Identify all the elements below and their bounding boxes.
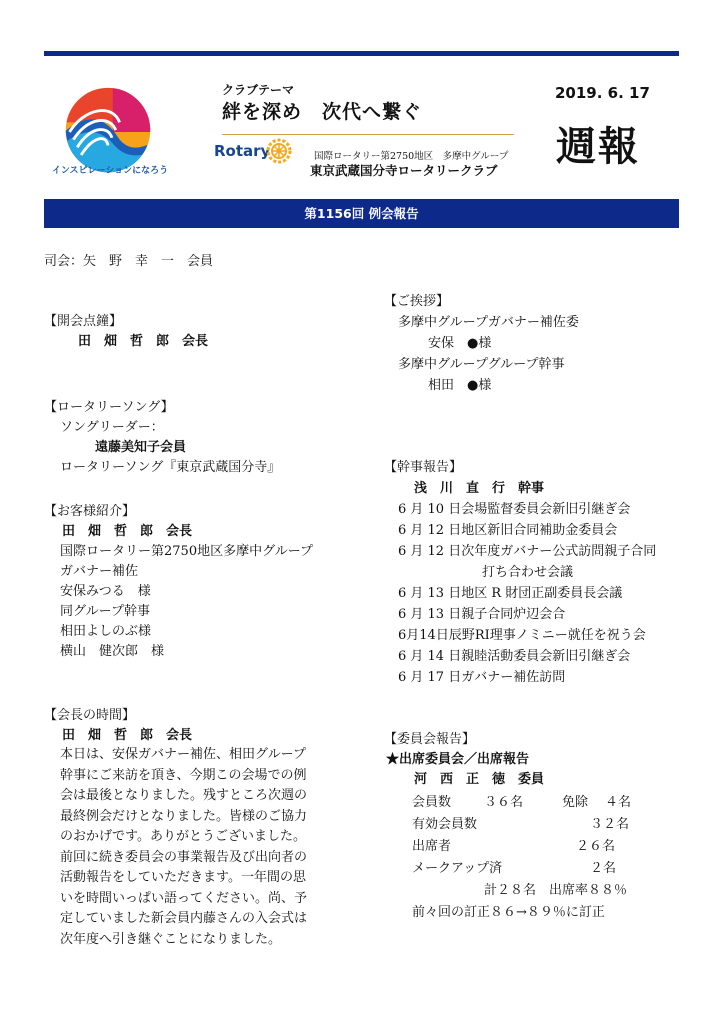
guest-line: 国際ロータリー第2750地区多摩中グループ: [60, 544, 314, 559]
greeting-heading: 【ご挨拶】: [384, 294, 450, 309]
speech-line: 次年度へ引き継ぐことになりました。: [60, 931, 282, 947]
committee-subheading: ★出席委員会／出席報告: [386, 752, 530, 767]
song-heading: 【ロータリーソング】: [44, 400, 174, 415]
guest-line: 安保みつる 様: [60, 584, 151, 599]
secretary-item: 6 月 13 日地区 R 財団正副委員長会議: [398, 586, 623, 601]
attendance-total: 計２８名 出席率８８％: [484, 883, 628, 898]
secretary-item: 6 月 12 日地区新旧合同補助金委員会: [398, 523, 618, 538]
meeting-banner: 第1156回 例会報告: [44, 199, 679, 228]
president-speech: [60, 745, 307, 950]
song-leader-label: ソングリーダー：: [60, 420, 164, 435]
guest-line: ガバナー補佐: [60, 564, 139, 579]
speech-line: のおかげです。ありがとうございました。: [60, 829, 306, 844]
guest-line: 相田よしのぶ様: [60, 624, 152, 639]
exempt-label: 免除: [562, 795, 589, 810]
attendance-correction: 前々回の訂正８６→８９％に訂正: [412, 905, 605, 920]
song-title: ロータリーソング『東京武蔵国分寺』: [60, 460, 281, 475]
attendees-label: 出席者: [412, 839, 452, 854]
mc-line: 司会：矢 野 幸 一 会員: [44, 254, 214, 269]
makeup-label: メークアップ済: [412, 861, 503, 876]
speech-line: いを時間いっぱい語ってください。尚、予: [60, 890, 308, 906]
effective-value: ３２名: [590, 817, 630, 832]
guests-presenter: 田 畑 哲 郎 会長: [62, 524, 193, 539]
secretary-heading: 【幹事報告】: [384, 460, 463, 475]
attendees-value: ２６名: [576, 839, 616, 854]
logo-caption: インスピレーションになろう: [51, 166, 169, 176]
speech-line: 前回に続き委員会の事業報告及び出向者の: [60, 849, 308, 865]
speech-line: 最終例会だけとなりました。皆様のご協力: [60, 808, 308, 824]
secretary-item: 6 月 10 日会場監督委員会新旧引継ぎ会: [398, 502, 631, 517]
guests-heading: 【お客様紹介】: [44, 504, 136, 519]
secretary-speaker: 浅 川 直 行 幹事: [414, 481, 545, 496]
gold-divider: [222, 134, 514, 135]
top-rule: [44, 51, 679, 56]
rotary-wheel-icon: [266, 138, 292, 164]
secretary-item: 6 月 13 日親子合同炉辺会合: [398, 607, 566, 622]
secretary-item: 6 月 17 日ガバナー補佐訪問: [398, 670, 566, 685]
makeup-value: ２名: [590, 861, 617, 876]
president-heading: 【会長の時間】: [44, 708, 136, 723]
secretary-item: 打ち合わせ会議: [482, 565, 574, 580]
opening-heading: 【開会点鐘】: [44, 314, 123, 329]
publication-title: 週報: [556, 124, 640, 170]
speech-line: 本日は、安保ガバナー補佐、相田グループ: [60, 747, 306, 762]
opening-person: 田 畑 哲 郎 会長: [78, 334, 209, 349]
secretary-item: 6 月 12 日次年度ガバナー公式訪問親子合同: [398, 544, 657, 559]
speech-line: 定していました新会員内藤さんの入会式は: [60, 911, 308, 926]
secretary-item: 6 月 14 日親睦活動委員会新旧引継ぎ会: [398, 649, 631, 664]
president-speaker: 田 畑 哲 郎 会長: [62, 728, 193, 743]
theme-label: クラブテーマ: [222, 83, 295, 97]
greeting-line: 安保 ●様: [428, 336, 492, 351]
greeting-line: 多摩中グループガバナー補佐委: [398, 315, 579, 330]
exempt-value: ４名: [605, 795, 632, 810]
song-leader: 遠藤美知子会員: [95, 440, 187, 455]
speech-line: 幹事にご来訪を頂き、今期この会場での例: [60, 767, 307, 783]
rotary-wordmark: Rotary: [214, 142, 271, 160]
club-theme: 絆を深め 次代へ繋ぐ: [222, 101, 423, 123]
guest-line: 同グループ幹事: [60, 604, 150, 619]
greeting-line: 多摩中グループグループ幹事: [398, 357, 565, 372]
greeting-line: 相田 ●様: [428, 378, 492, 393]
district-name: 国際ロータリー第2750地区 多摩中グループ: [314, 151, 509, 162]
secretary-item: 6月14日辰野RI理事ノミニー就任を祝う会: [398, 628, 646, 643]
committee-heading: 【委員会報告】: [384, 732, 476, 747]
members-value: ３６名: [484, 795, 524, 810]
speech-line: 活動報告をしていただきます。一年間の思: [60, 870, 306, 885]
members-label: 会員数: [412, 795, 452, 810]
speech-line: 会は最後となりました。残すところ次週の: [60, 788, 308, 803]
club-name: 東京武蔵国分寺ロータリークラブ: [310, 163, 498, 178]
guest-line: 横山 健次郎 様: [60, 644, 165, 659]
effective-label: 有効会員数: [412, 817, 478, 832]
issue-date: 2019. 6. 17: [555, 84, 650, 102]
committee-reporter: 河 西 正 徳 委員: [414, 772, 545, 787]
